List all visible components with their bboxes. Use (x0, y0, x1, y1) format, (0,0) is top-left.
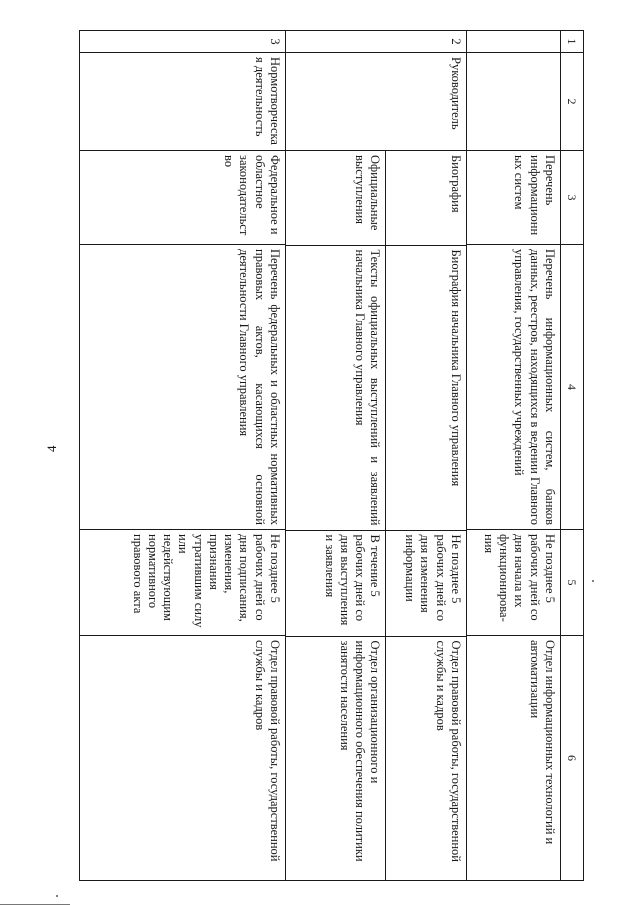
name-cell: Федеральное и областное законодательство (80, 151, 286, 245)
deadline-cell: Не позднее 5 рабочих дней со дня подписания, изменения, признания утратившим силу или недействующим нормативного правового акта (80, 530, 286, 636)
deadline-cell: Не позднее 5 рабочих дней со дня начала их функционирова-ния (467, 530, 561, 636)
subrows-table (286, 151, 466, 881)
content-cell: Перечень федеральных и областных нормативных правовых актов, касающихся основной деятельности Главного управления (80, 245, 286, 530)
responsible-cell: Отдел информационных технологий и автоматизации (467, 636, 561, 881)
responsible-cell: Отдел правовой работы, государственной службы и кадров (80, 636, 286, 881)
content-cell: Биография начальника Главного управления (386, 245, 466, 530)
header-cell: 5 (561, 530, 584, 636)
name-cell: Биография (386, 151, 466, 245)
table-subrow (286, 151, 386, 881)
row-number (467, 31, 561, 53)
page-number: 4 (44, 445, 59, 452)
header-cell: 3 (561, 151, 584, 245)
header-cell: 2 (561, 53, 584, 151)
table-subrow (386, 151, 466, 881)
name-cell: Перечень информационных систем (467, 151, 561, 245)
responsible-cell: Отдел правовой работы, государственной службы и кадров (386, 636, 466, 881)
table-row (467, 31, 561, 881)
scan-dot (56, 895, 58, 897)
header-cell: 1 (561, 31, 584, 53)
table-row (286, 31, 467, 881)
content-cell: Перечень информационных систем, банков данных, реестров, находящихся в ведении Главного управления, государственных учреждений (467, 245, 561, 530)
row-number: 3 (80, 31, 286, 53)
rotated-table-container (79, 30, 584, 880)
subrows-cell (286, 151, 467, 881)
section-cell (467, 53, 561, 151)
header-cell: 4 (561, 245, 584, 530)
name-cell: Официальные выступления (286, 151, 386, 245)
row-number: 2 (286, 31, 467, 53)
deadline-cell: Не позднее 5 рабочих дней со дня изменения информации (386, 530, 466, 636)
responsible-cell: Отдел организационного и информационного обеспечения политики занятости населения (338, 640, 383, 862)
section-cell: Нормотворческая деятельность (80, 53, 286, 151)
scan-dot (592, 580, 594, 582)
table-header-row (561, 31, 584, 881)
table-row (80, 31, 286, 881)
information-table (79, 30, 584, 881)
deadline-cell: В течение 5 рабочих дней со дня выступления и заявления (286, 530, 386, 636)
header-cell: 6 (561, 636, 584, 881)
section-cell: Руководитель (286, 53, 467, 151)
content-cell: Тексты официальных выступлений и заявлений начальника Главного управления (286, 245, 386, 530)
